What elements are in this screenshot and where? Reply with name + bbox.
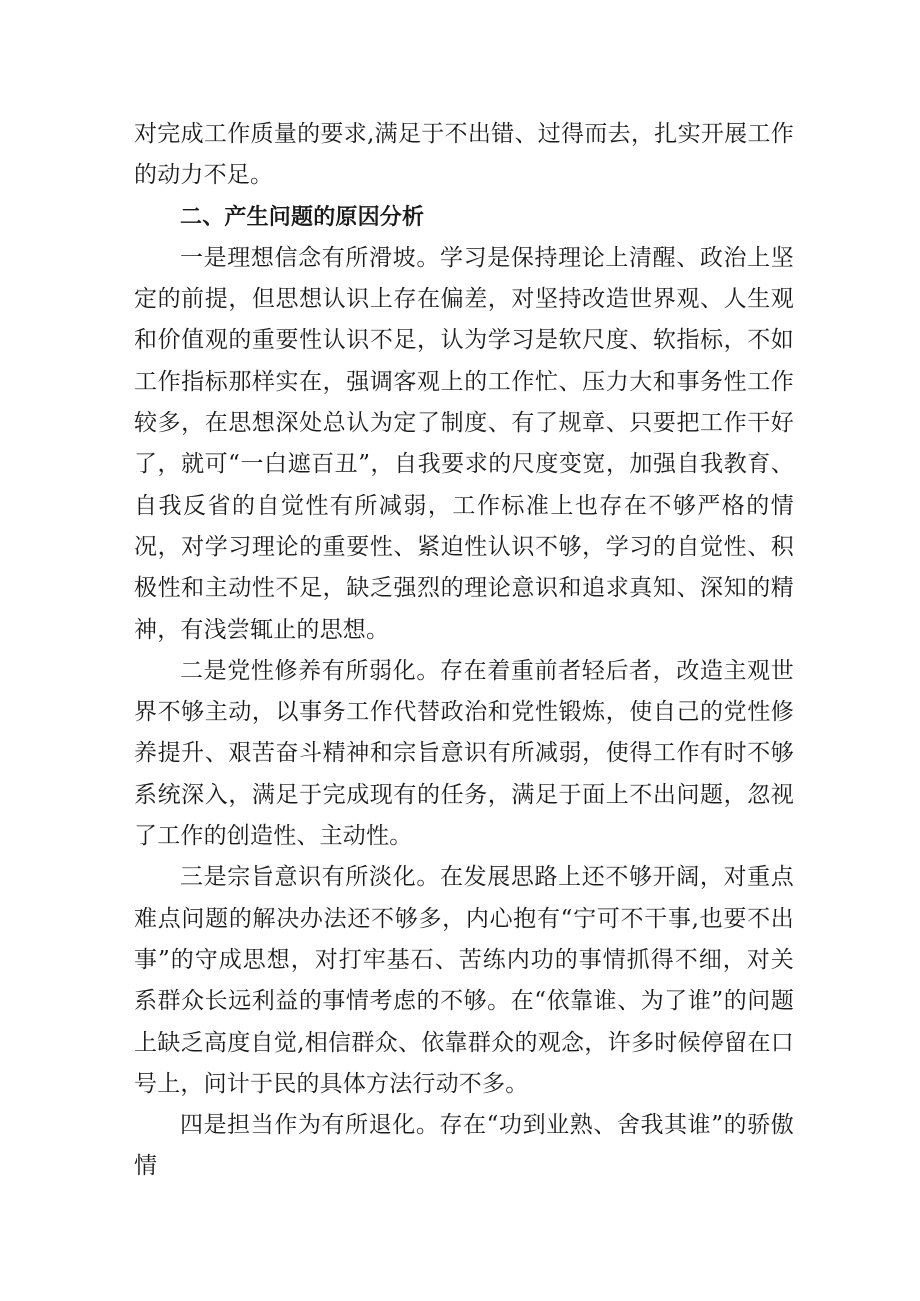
paragraph-ideals: 一是理想信念有所滑坡。学习是保持理论上清醒、政治上坚定的前提，但思想认识上存在偏差，对坚持改造世界观、人生观和价值观的重要性认识不足，认为学习是软尺度、软指标，不如工作指标那样实在，强调客观上的工作忙、压力大和事务性工作较多，在思想深处总认为定了制度、有了规章、只要把工作干好了，就可“一白遮百丑”，自我要求的尺度变宽，加强自我教育、自我反省的自觉性有所减弱，工作标准上也存在不够严格的情况，对学习理论的重要性、紧迫性认识不够，学习的自觉性、积极性和主动性不足，缺乏强烈的理论意识和追求真知、深知的精神，有浅尝辄止的思想。 — [134, 244, 794, 643]
document-body — [134, 114, 794, 1188]
paragraph-purpose: 三是宗旨意识有所淡化。在发展思路上还不够开阔，对重点难点问题的解决办法还不够多，内心抱有“宁可不干事,也要不出事”的守成思想，对打牢基石、苦练内功的事情抓得不细，对关系群众长远利益的事情考虑的不够。在“依靠谁、为了谁”的问题上缺乏高度自觉,相信群众、依靠群众的观念，许多时候停留在口号上，问计于民的具体方法行动不多。 — [134, 864, 794, 1097]
paragraph-party-spirit: 二是党性修养有所弱化。存在着重前者轻后者，改造主观世界不够主动，以事务工作代替政治和党性锻炼，使自己的党性修养提升、艰苦奋斗精神和宗旨意识有所减弱，使得工作有时不够系统深入，满足于完成现有的任务，满足于面上不出问题，忽视了工作的创造性、主动性。 — [134, 657, 794, 850]
paragraph-responsibility: 四是担当作为有所退化。存在“功到业熟、舍我其谁”的骄傲情 — [134, 1112, 794, 1180]
continuation-paragraph: 对完成工作质量的要求,满足于不出错、过得而去，扎实开展工作的动力不足。 — [134, 121, 794, 189]
section-heading: 二、产生问题的原因分析 — [180, 204, 425, 230]
